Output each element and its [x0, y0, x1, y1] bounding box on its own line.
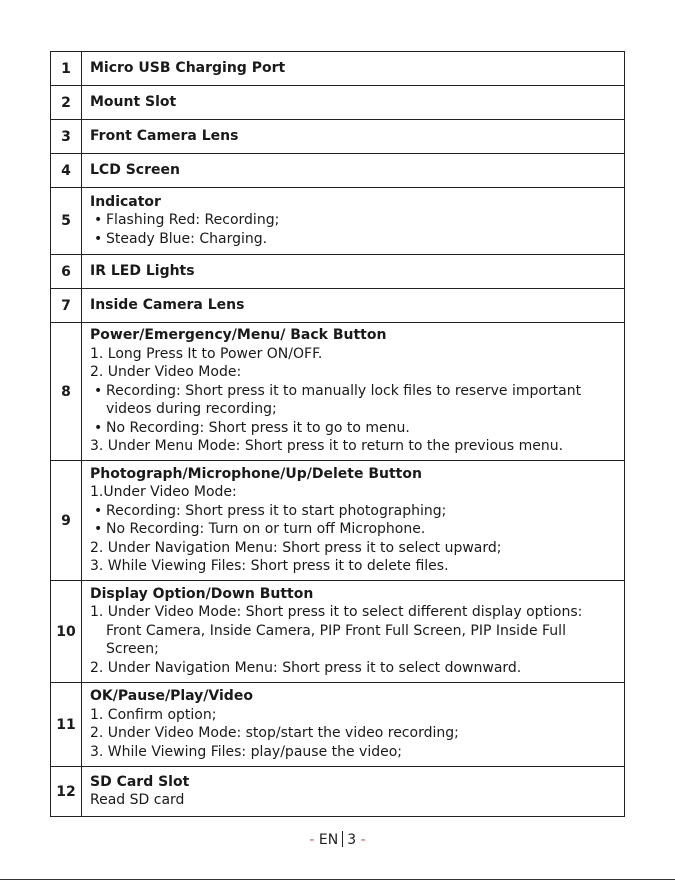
table-row: [51, 120, 625, 154]
item-number: 2: [51, 86, 82, 120]
table-row: [51, 86, 625, 120]
table-row: [51, 461, 625, 581]
footer-dash-left: -: [309, 832, 315, 848]
bullet-item: • Recording: Short press it to manually lock files to reserve important videos during recording;: [90, 382, 618, 419]
item-title: Micro USB Charging Port: [90, 59, 286, 76]
item-description: [82, 255, 625, 289]
item-description: [82, 323, 625, 461]
item-number: 7: [51, 289, 82, 323]
item-description: [82, 289, 625, 323]
footer-page-number: 3: [347, 832, 357, 848]
item-number: 4: [51, 154, 82, 188]
bottom-rule: [0, 879, 675, 880]
description-line: 1. Long Press It to Power ON/OFF.: [90, 345, 323, 362]
footer-language: EN: [318, 832, 339, 848]
item-number: 1: [51, 52, 82, 86]
item-description: [82, 461, 625, 581]
description-line: 1. Confirm option;: [90, 706, 217, 723]
item-description: [82, 52, 625, 86]
description-line: 2. Under Video Mode: stop/start the video recording;: [90, 725, 459, 741]
table-row: [51, 323, 625, 461]
table-row: [51, 581, 625, 683]
bullet-item: • Flashing Red: Recording;: [90, 211, 618, 230]
table-row: [51, 255, 625, 289]
description-line: 1. Under Video Mode: Short press it to select different display options: Front Camera, Inside Camera, PIP Front Full Screen, PIP Inside Full Screen;: [90, 604, 583, 658]
item-title: SD Card Slot: [90, 773, 190, 790]
item-title: IR LED Lights: [90, 262, 195, 279]
item-title: Photograph/Microphone/Up/Delete Button: [90, 465, 422, 482]
table-row: [51, 767, 625, 817]
item-number: 5: [51, 188, 82, 255]
table-row: [51, 289, 625, 323]
bullet-item: • No Recording: Short press it to go to menu.: [90, 419, 618, 438]
parts-table-body: [51, 52, 625, 817]
item-description: [82, 86, 625, 120]
item-number: 9: [51, 461, 82, 581]
description-line: 3. Under Menu Mode: Short press it to return to the previous menu.: [90, 438, 564, 455]
table-row: [51, 52, 625, 86]
table-row: [51, 683, 625, 767]
bullet-item: • Steady Blue: Charging.: [90, 230, 618, 249]
description-line: 2. Under Navigation Menu: Short press it to select downward.: [90, 659, 522, 676]
item-number: 3: [51, 120, 82, 154]
item-number: 11: [51, 683, 82, 767]
bullet-item: • Recording: Short press it to start photographing;: [90, 502, 618, 521]
table-row: [51, 188, 625, 255]
description-line: 2. Under Video Mode:: [90, 364, 242, 381]
item-title: Mount Slot: [90, 93, 177, 110]
item-number: 12: [51, 767, 82, 817]
item-title: Inside Camera Lens: [90, 296, 245, 313]
item-title: Front Camera Lens: [90, 127, 239, 144]
item-title: Indicator: [90, 193, 161, 210]
item-title: Display Option/Down Button: [90, 585, 314, 602]
description-line: Read SD card: [90, 792, 185, 808]
item-title: LCD Screen: [90, 161, 180, 178]
item-number: 8: [51, 323, 82, 461]
description-line: 3. While Viewing Files: play/pause the video;: [90, 743, 403, 760]
item-description: [82, 154, 625, 188]
parts-table: [50, 51, 625, 817]
page-footer: [0, 831, 675, 848]
item-title: OK/Pause/Play/Video: [90, 688, 253, 704]
footer-dash-right: -: [360, 832, 366, 848]
table-row: [51, 154, 625, 188]
description-line: 1.Under Video Mode:: [90, 484, 237, 500]
item-description: [82, 767, 625, 817]
item-description: [82, 581, 625, 683]
item-title: Power/Emergency/Menu/ Back Button: [90, 327, 387, 344]
description-line: 3. While Viewing Files: Short press it to delete files.: [90, 558, 449, 574]
bullet-item: • No Recording: Turn on or turn off Microphone.: [90, 520, 618, 539]
item-number: 10: [51, 581, 82, 683]
description-line: 2. Under Navigation Menu: Short press it to select upward;: [90, 539, 502, 556]
item-number: 6: [51, 255, 82, 289]
item-description: [82, 120, 625, 154]
item-description: [82, 188, 625, 255]
footer-separator: [342, 831, 343, 847]
item-description: [82, 683, 625, 767]
